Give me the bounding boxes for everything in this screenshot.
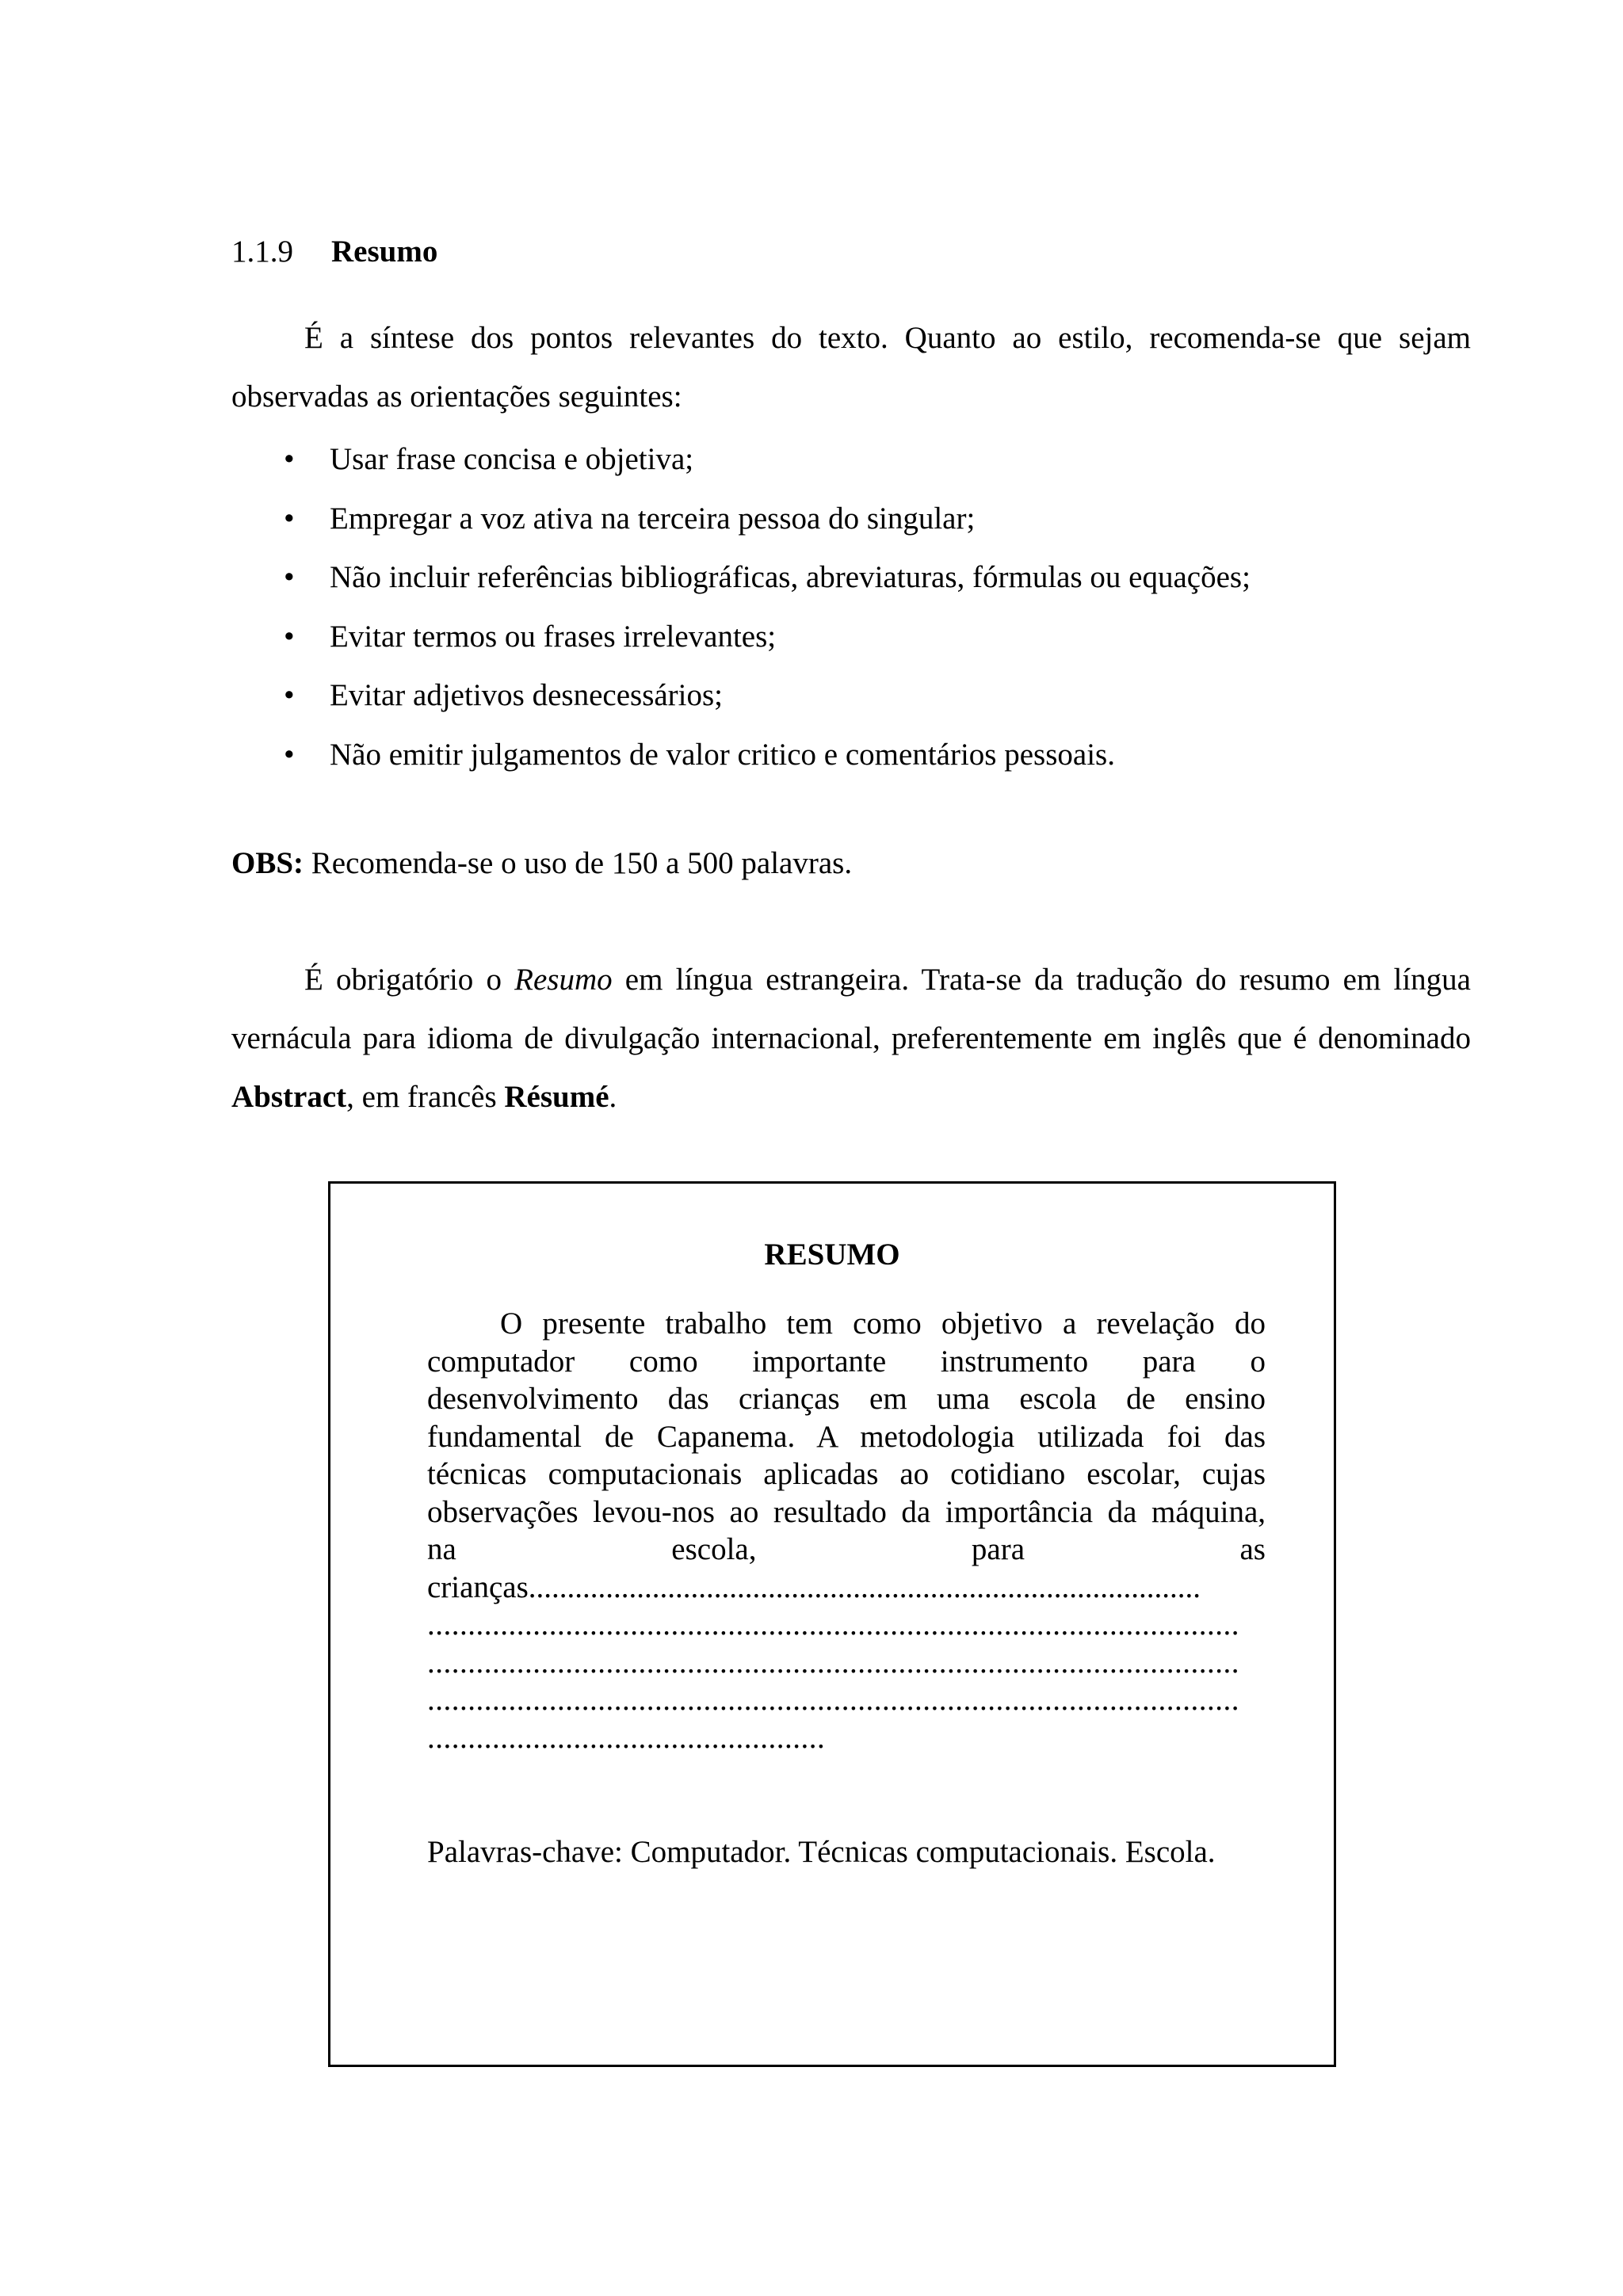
abstract-line: técnicas computacionais aplicadas ao cotidiano escolar, cujas xyxy=(427,1457,1266,1491)
dotted-line: .................................................................................................... xyxy=(427,1683,1239,1717)
obs-label: OBS: xyxy=(231,846,304,880)
bullet-icon: • xyxy=(284,737,295,772)
dotted-line: .................................................................................................... xyxy=(427,1645,1239,1680)
example-abstract-body xyxy=(427,1305,1266,1756)
dotted-line: ................................................. xyxy=(427,1720,826,1755)
abstract-line: crianças....................................................................................... xyxy=(427,1569,1201,1604)
list-item: • Evitar termos ou frases irrelevantes; xyxy=(231,608,1471,667)
intro-paragraph: É a síntese dos pontos relevantes do texto. Quanto ao estilo, recomenda-se que sejam observadas as orientações seguintes: xyxy=(231,321,1471,414)
bullet-icon: • xyxy=(284,619,295,654)
keywords-line: Palavras-chave: Computador. Técnicas computacionais. Escola. xyxy=(427,1835,1216,1869)
foreign-abstract-paragraph: É obrigatório o Resumo em língua estrangeira. Trata-se da tradução do resumo em língua vernácula para idioma de divulgação internacional, preferentemente em inglês que é denominado Abstract, em francês Résumé. xyxy=(231,963,1471,1114)
list-item: • Não emitir julgamentos de valor critico e comentários pessoais. xyxy=(231,726,1471,785)
bullet-icon: • xyxy=(284,501,295,536)
abstract-line: desenvolvimento das crianças em uma escola de ensino xyxy=(427,1382,1266,1416)
bullet-icon: • xyxy=(284,678,295,712)
abstract-line: fundamental de Capanema. A metodologia utilizada foi das xyxy=(427,1419,1266,1454)
abstract-term: Abstract xyxy=(231,1080,347,1114)
example-abstract-box xyxy=(328,1181,1336,2067)
resumo-italic: Resumo xyxy=(514,963,613,997)
abstract-line: na escola, para as xyxy=(427,1532,1266,1566)
obs-text: Recomenda-se o uso de 150 a 500 palavras. xyxy=(304,846,853,880)
section-number: 1.1.9 xyxy=(231,235,293,269)
example-abstract-title: RESUMO xyxy=(764,1238,900,1272)
list-item: • Não incluir referências bibliográficas, abreviaturas, fórmulas ou equações; xyxy=(231,548,1471,608)
bullet-icon: • xyxy=(284,560,295,594)
abstract-line: O presente trabalho tem como objetivo a revelação do xyxy=(500,1306,1266,1341)
dotted-line: .................................................................................................... xyxy=(427,1608,1239,1642)
section-title: Resumo xyxy=(331,235,438,269)
section-heading xyxy=(231,230,437,274)
obs-note xyxy=(231,841,852,886)
bullet-icon: • xyxy=(284,442,295,476)
guidelines-list xyxy=(231,430,1471,784)
list-item: • Usar frase concisa e objetiva; xyxy=(231,430,1471,490)
abstract-line: computador como importante instrumento para o xyxy=(427,1344,1266,1379)
abstract-line: observações levou-nos ao resultado da importância da máquina, xyxy=(427,1494,1266,1529)
resume-term: Résumé xyxy=(504,1080,609,1114)
list-item: • Evitar adjetivos desnecessários; xyxy=(231,666,1471,726)
list-item: • Empregar a voz ativa na terceira pessoa do singular; xyxy=(231,490,1471,549)
